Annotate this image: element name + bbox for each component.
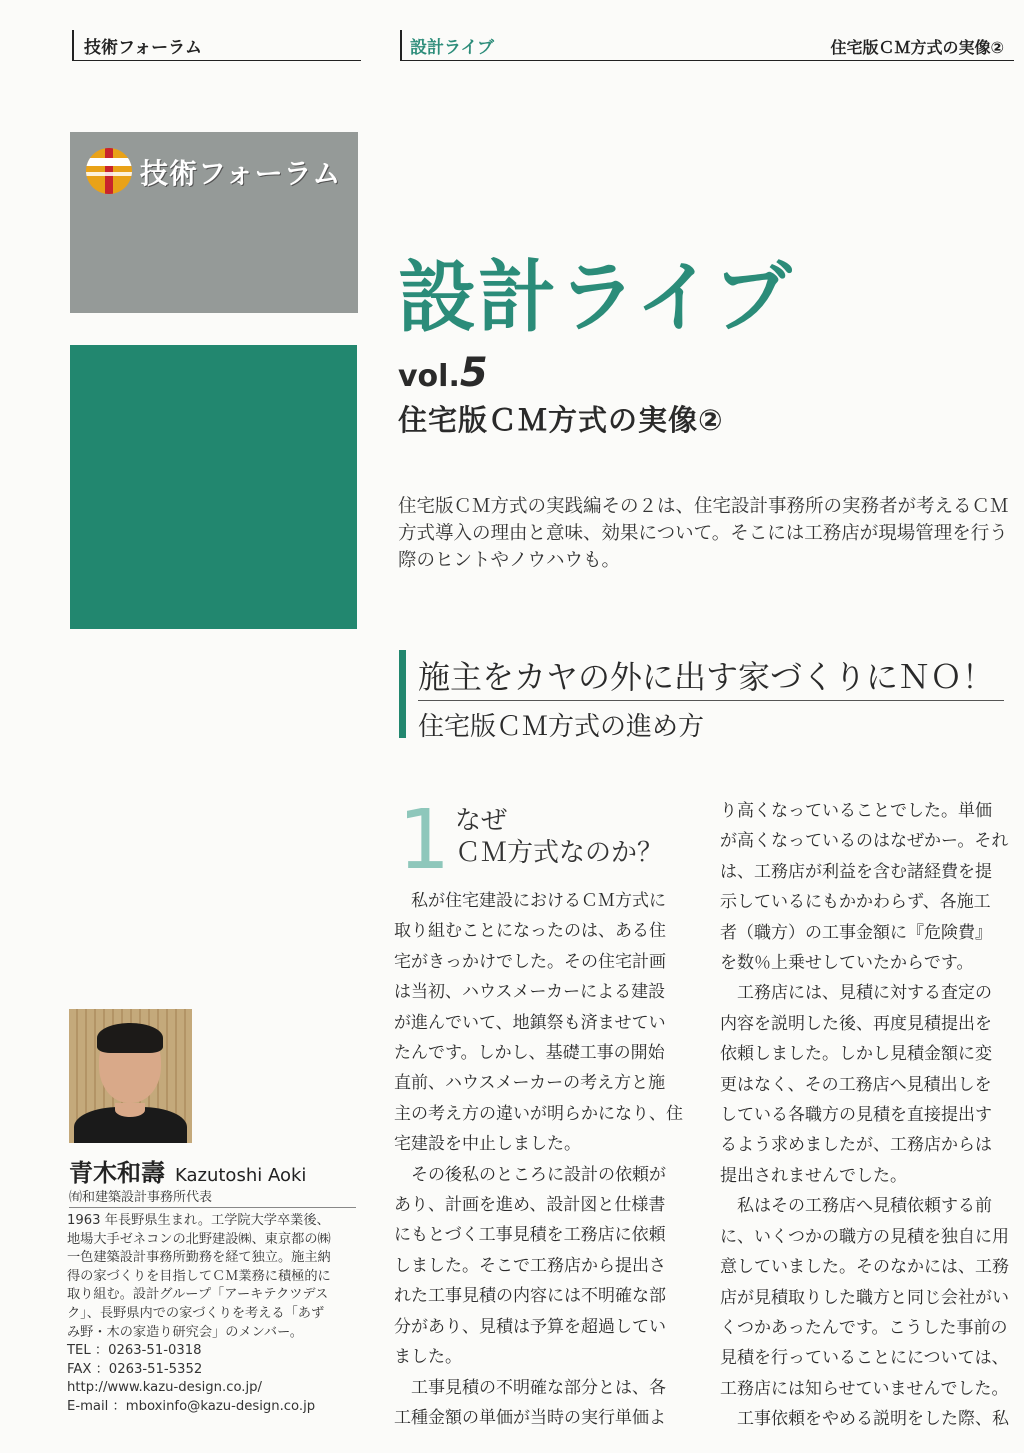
body-text-line: 工種金額の単価が当時の実行単価よ <box>394 1407 666 1428</box>
bio-line: 1963 年長野県生まれ。工学院大学卒業後、 <box>67 1213 330 1228</box>
running-header-left <box>72 30 361 61</box>
brand-name: 技術フォーラム <box>140 157 342 190</box>
body-text-line: 店が見積取りした職方と同じ会社がい <box>720 1287 1009 1308</box>
body-text-line: している各職方の見積を直接提出す <box>720 1105 992 1126</box>
body-column-1 <box>394 886 684 1433</box>
section-accent-bar <box>399 650 406 738</box>
chapter-title-line: ＣＭ方式なのか？ <box>455 838 664 868</box>
chapter-number: 1 <box>398 793 451 888</box>
body-text-line: が進んでいて、地鎮祭も済ませてい <box>394 1012 666 1033</box>
bio-line: み野・木の家造り研究会」のメンバー。 <box>67 1324 303 1340</box>
body-text-line: るよう求めましたが、工務店からは <box>720 1135 992 1156</box>
body-text-line: 意していました。そのなかには、工務 <box>720 1257 1009 1278</box>
body-text-line: 宅建設を中止しました。 <box>394 1134 581 1155</box>
body-text-line: ました。 <box>394 1347 462 1368</box>
body-text-line: 工務店には、見積に対する査定の <box>720 983 992 1004</box>
header-left-label: 技術フォーラム <box>84 38 202 58</box>
body-text-line: あり、計画を進め、設計図と仕様書 <box>394 1195 666 1216</box>
section-heading: 施主をカヤの外に出す家づくりにＮＯ！ <box>418 658 995 696</box>
volume-prefix: vol. <box>398 359 460 394</box>
author-bio <box>67 1212 359 1417</box>
body-column-2 <box>720 796 1010 1435</box>
body-text-line: 工事見積の不明確な部分とは、各 <box>394 1377 666 1398</box>
body-text-line: 私はその工務店へ見積依頼する前 <box>720 1196 992 1217</box>
body-text-line: たんです。しかし、基礎工事の開始 <box>394 1043 665 1064</box>
author-photo <box>69 1009 192 1143</box>
bio-line: 得の家づくりを目指してＣＭ業務に積極的に <box>67 1268 331 1284</box>
bio-line: 地場大手ゼネコンの北野建設㈱、東京都の㈱ <box>67 1231 331 1247</box>
body-text-line: その後私のところに設計の依頼が <box>394 1164 666 1185</box>
chapter-title-line: なぜ <box>455 806 508 836</box>
green-color-block <box>70 345 357 629</box>
bio-line: TEL ：0263-51-0318 <box>67 1343 202 1359</box>
chapter-title <box>455 805 663 869</box>
header-article-title: 住宅版ＣＭ方式の実像② <box>830 38 1004 57</box>
bio-line: 取り組む。設計グループ「アーキテクツデス <box>67 1287 329 1303</box>
body-text-line: しました。そこで工務店から提出さ <box>394 1255 666 1276</box>
page-title: 設計ライブ <box>398 253 794 343</box>
author-name <box>69 1153 306 1188</box>
volume-label <box>398 350 488 396</box>
section-subheading: 住宅版ＣＭ方式の進め方 <box>418 712 705 742</box>
bio-line: E-mail ：mboxinfo@kazu-design.co.jp <box>67 1398 316 1414</box>
bio-line: 一色建築設計事務所勤務を経て独立。施主納 <box>67 1250 331 1266</box>
body-text-line: に、いくつかの職方の見積を独自に用 <box>720 1226 1009 1247</box>
lead-paragraph: 住宅版ＣＭ方式の実践編その２は、住宅設計事務所の実務者が考えるＣＭ方式導入の理由と意味、効果について。そこには工務店が現場管理を行う際のヒントやノウハウも。 <box>398 496 1009 571</box>
body-text-line: 者（職方）の工事金額に『危険費』 <box>720 922 992 943</box>
body-text-line: 内容を説明した後、再度見積提出を <box>720 1013 992 1034</box>
body-text-line: 見積を行っていることにについては、 <box>720 1348 1009 1369</box>
cross-logo-icon <box>86 148 132 194</box>
section-divider <box>418 700 1004 701</box>
body-text-line: り高くなっていることでした。単価 <box>720 801 992 821</box>
body-text-line: 示しているにもかかわらず、各施工 <box>720 892 991 913</box>
body-text-line: は、工務店が利益を含む諸経費を提 <box>720 861 992 882</box>
body-text-line: にもとづく工事見積を工務店に依頼 <box>394 1225 666 1246</box>
bio-line: http://www.kazu-design.co.jp/ <box>67 1380 262 1396</box>
article-subtitle: 住宅版ＣＭ方式の実像② <box>398 403 724 437</box>
author-divider <box>69 1207 356 1208</box>
volume-number: 5 <box>459 350 488 396</box>
author-organization: ㈲和建築設計事務所代表 <box>69 1190 213 1205</box>
body-text-line: 工務店には知らせていませんでした。 <box>720 1378 1009 1399</box>
body-text-line: 取り組むことになったのは、ある住 <box>394 921 666 942</box>
body-text-line: は当初、ハウスメーカーによる建設 <box>394 982 666 1003</box>
body-text-line: 提出されませんでした。 <box>720 1165 907 1186</box>
body-text-line: が高くなっているのはなぜかー。それ <box>720 831 1009 852</box>
body-text-line: れた工事見積の内容には不明確な部 <box>394 1286 666 1307</box>
body-text-line: 更はなく、その工務店へ見積出しを <box>720 1074 992 1095</box>
body-text-line: を数％上乗せしていたからです。 <box>720 953 974 974</box>
body-text-line: 工事依頼をやめる説明をした際、私 <box>720 1409 1009 1430</box>
bio-line: FAX ：0263-51-5352 <box>67 1361 203 1377</box>
author-name-en: Kazutoshi Aoki <box>175 1165 307 1186</box>
body-text-line: 私が住宅建設におけるＣＭ方式に <box>394 891 666 911</box>
body-text-line: 依頼しました。しかし見積金額に変 <box>720 1044 992 1065</box>
body-text-line: 直前、ハウスメーカーの考え方と施 <box>394 1073 666 1094</box>
header-section-label: 設計ライブ <box>410 38 494 58</box>
body-text-line: 主の考え方の違いが明らかになり、住 <box>394 1103 683 1124</box>
body-text-line: 分があり、見積は予算を超過してい <box>394 1316 666 1337</box>
body-text-line: 宅がきっかけでした。その住宅計画 <box>394 951 666 972</box>
body-text-line: くつかあったんです。こうした事前の <box>720 1317 1008 1338</box>
author-name-jp: 青木和壽 <box>69 1159 165 1187</box>
bio-line: ク」、長野県内での家づくりを考える「あず <box>67 1305 325 1321</box>
running-header-right <box>400 30 1014 61</box>
